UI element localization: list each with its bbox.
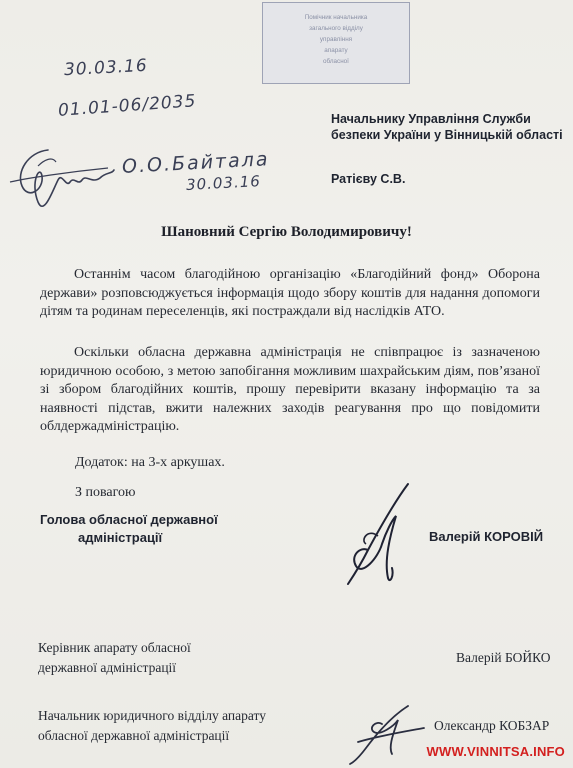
registration-stamp — [262, 2, 410, 84]
chief-of-staff-title-line-2: державної адміністрації — [38, 660, 177, 675]
site-watermark: WWW.VINNITSA.INFO — [426, 744, 565, 759]
head-name: Валерій КОРОВІЙ — [429, 529, 544, 544]
stamp-line: загального відділу — [309, 25, 363, 32]
legal-head-title-line-2: обласної державної адміністрації — [38, 728, 230, 743]
stamp-line: управління — [319, 36, 353, 43]
head-title-line-2: адміністрації — [78, 530, 163, 545]
stamp-line: обласної — [323, 58, 349, 65]
chief-of-staff-title-line-1: Керівник апарату обласної — [38, 640, 191, 655]
chief-of-staff-name: Валерій БОЙКО — [456, 650, 551, 665]
body-paragraph-1: Останнім часом благодійною організацію «Благодійний фонд» Оборона держави» розповсюджується інформація щодо збору коштів для надання допомоги дітям та родинам переселенців, які постраждали від наслідків АТО. — [40, 267, 540, 320]
head-title-line-1: Голова обласної державної — [40, 512, 218, 527]
stamp-line: апарату — [324, 47, 348, 54]
handwritten-resolution-name: О.О.Байтала — [121, 148, 270, 178]
body-paragraph-2: Оскільки обласна державна адміністрація не співпрацює із зазначеною юридичною особою, з метою запобігання можливим шахрайським діям, пов’язаної зі збором благодійних коштів, прошу перевірити вказану інформацію та за наявності підстав, вжити належних заходів реагування про що повідомити облдержадміністрацію. — [40, 345, 540, 435]
stamp-line: Помічник начальника — [304, 14, 368, 21]
head-signature — [338, 480, 418, 590]
resolution-signature — [8, 142, 118, 222]
handwritten-resolution-date: 30.03.16 — [185, 172, 262, 194]
salutation: Шановний Сергію Володимировичу! — [161, 224, 412, 240]
legal-head-signature — [338, 702, 428, 766]
handwritten-reg-number: 01.01-06/2035 — [57, 91, 197, 121]
handwritten-date: 30.03.16 — [63, 55, 149, 81]
legal-head-title-line-1: Начальник юридичного відділу апарату — [38, 708, 266, 723]
legal-head-name: Олександр КОБЗАР — [434, 718, 550, 733]
addressee-name: Ратієву С.В. — [331, 172, 406, 186]
attachment-note: Додаток: на 3-х аркушах. — [75, 455, 225, 470]
addressee-position: Начальнику Управління Служби безпеки України у Вінницькій області — [331, 112, 563, 142]
closing-phrase: З повагою — [75, 485, 136, 500]
